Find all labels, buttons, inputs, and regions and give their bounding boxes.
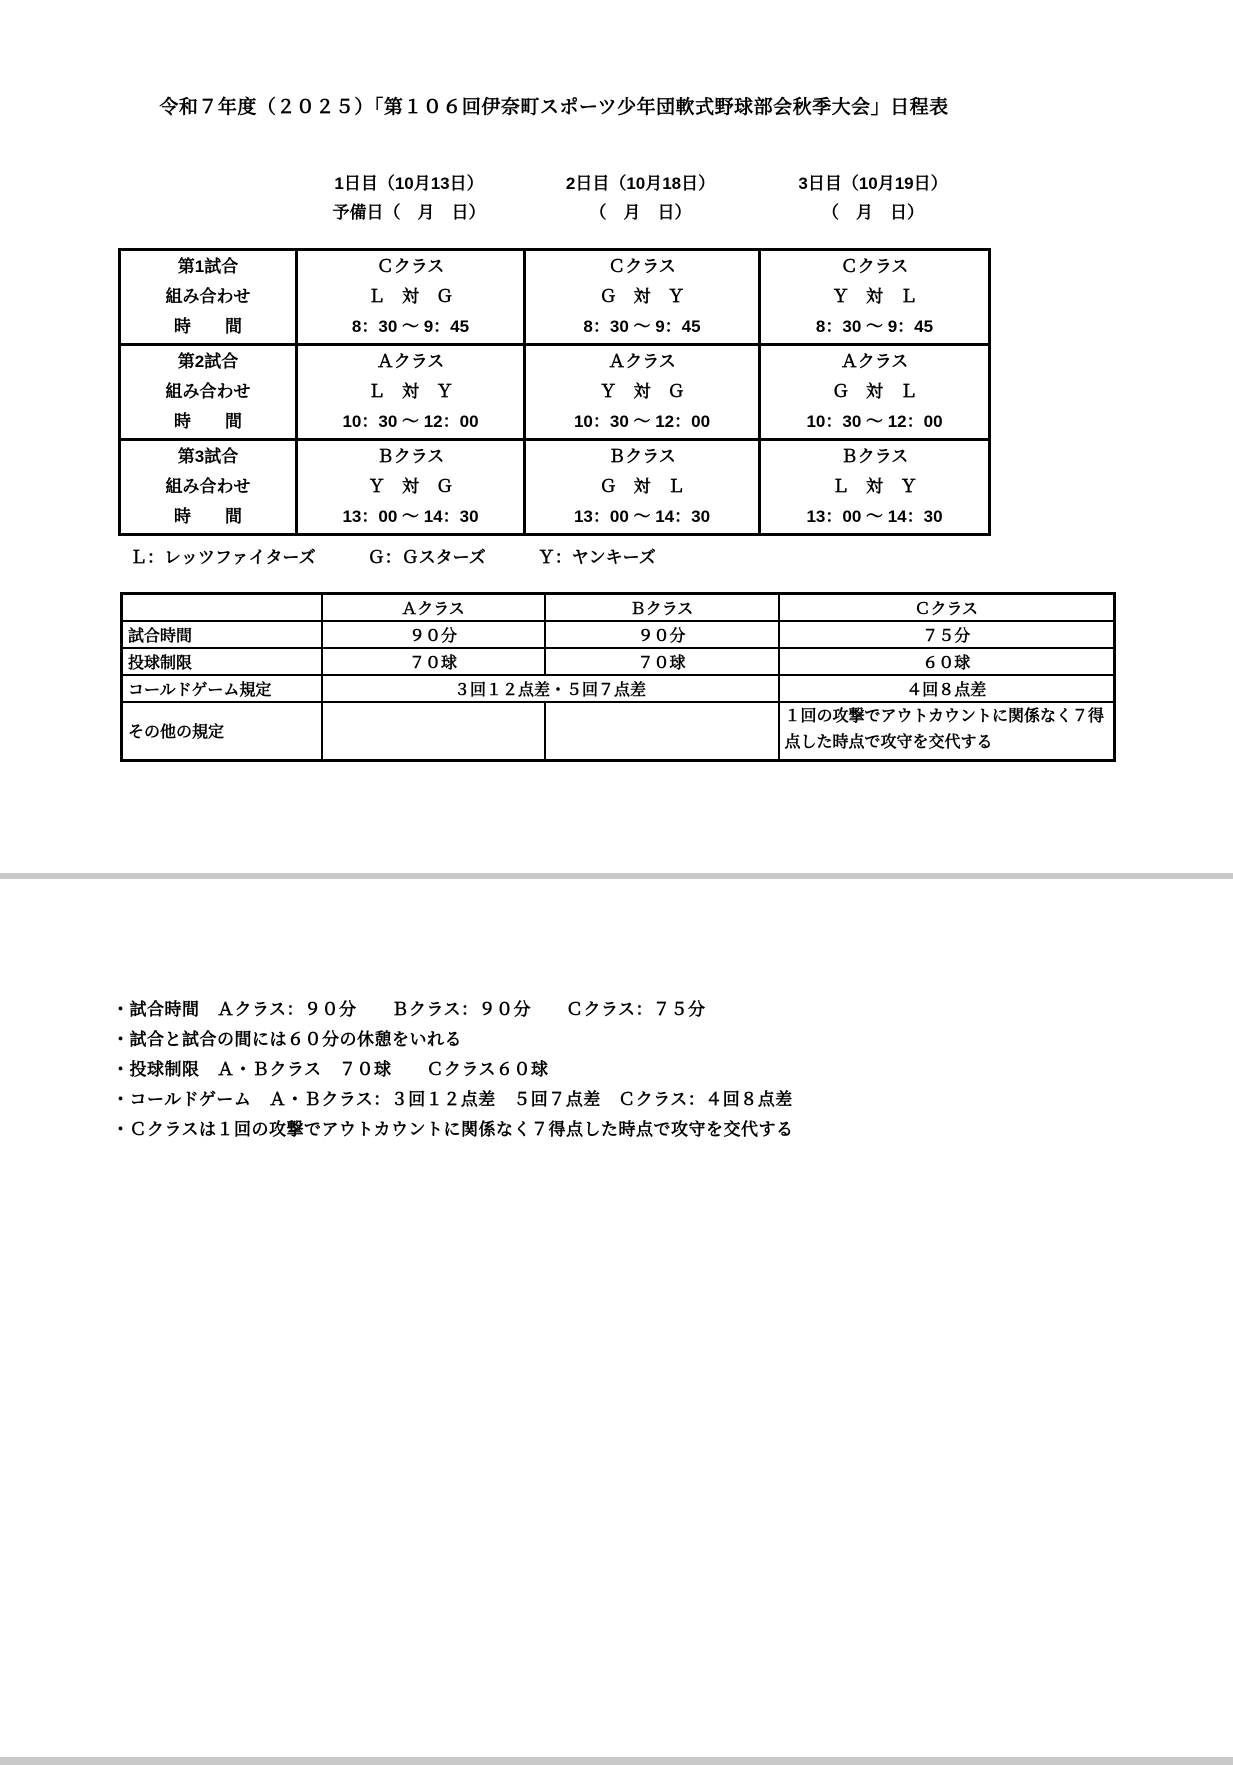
note-break-time: ・試合と試合の間には６０分の休憩をいれる	[112, 1030, 462, 1049]
class-name: Ｃクラス	[376, 257, 445, 276]
pitch-limit-b: ７０球	[545, 648, 779, 675]
called-game-row	[122, 675, 1115, 702]
time-range: 8：30 ～ 9：45	[351, 317, 470, 336]
game-time-label: 試合時間	[122, 621, 322, 648]
rules-header-row	[122, 594, 1115, 622]
game2-day2-cell	[525, 345, 760, 440]
class-name: Ｃクラス	[840, 257, 909, 276]
matchup: Ｙ 対 Ｇ	[368, 477, 453, 496]
matchup: Ｌ 対 Ｙ	[832, 477, 917, 496]
day-header-3	[758, 169, 988, 227]
day3-date: 3日目（10月19日）	[798, 174, 948, 193]
game2-day3-cell	[760, 345, 990, 440]
class-name: Ｂクラス	[376, 447, 445, 466]
time-range: 13：00 ～ 14：30	[342, 507, 479, 526]
game1-day1-cell	[297, 250, 525, 345]
game1-day3-cell	[760, 250, 990, 345]
matchup: Ｌ 対 Ｙ	[368, 382, 453, 401]
day-header-spacer	[118, 169, 295, 227]
legend-team-l: Ｌ：レッツファイターズ	[130, 548, 316, 567]
matchup: Ｙ 対 Ｌ	[832, 287, 917, 306]
class-name: Ａクラス	[840, 352, 909, 371]
game3-row-label: 第3試合 組み合わせ 時 間	[120, 440, 297, 535]
other-rules-label: その他の規定	[122, 702, 322, 760]
team-legend	[130, 543, 656, 568]
game-time-a: ９０分	[322, 621, 545, 648]
page-separator	[0, 873, 1233, 879]
game3-row	[120, 440, 990, 535]
game3-day1-cell	[297, 440, 525, 535]
rules-header-class-b: Ｂクラス	[545, 594, 779, 622]
game-time-c: ７５分	[779, 621, 1115, 648]
legend-team-y: Ｙ：ヤンキーズ	[537, 548, 656, 567]
time-range: 13：00 ～ 14：30	[806, 507, 943, 526]
pitch-limit-c: ６０球	[779, 648, 1115, 675]
game2-day1-cell	[297, 345, 525, 440]
page-separator	[0, 1757, 1233, 1765]
matchup: Ｇ 対 Ｙ	[599, 287, 685, 306]
game2-row-label: 第2試合 組み合わせ 時 間	[120, 345, 297, 440]
class-name: Ａクラス	[608, 352, 676, 371]
matchup: Ｇ 対 Ｌ	[599, 477, 685, 496]
day-header-2	[523, 169, 758, 227]
game-time-b: ９０分	[545, 621, 779, 648]
day2-date: 2日目（10月18日）	[565, 174, 716, 193]
matchup: Ｙ 対 Ｇ	[599, 382, 685, 401]
game1-day2-cell	[525, 250, 760, 345]
day2-reserve-date: （ 月 日）	[589, 203, 692, 222]
class-name: Ｂクラス	[608, 447, 676, 466]
pitch-limit-label: 投球制限	[122, 648, 322, 675]
document-title: 令和７年度（２０２５）「第１０６回伊奈町スポーツ少年団軟式野球部会秋季大会」日程表	[159, 97, 949, 118]
other-rules-row	[122, 702, 1115, 760]
class-name: Ｃクラス	[608, 257, 676, 276]
game-time-row	[122, 621, 1115, 648]
time-range: 10：30 ～ 12：00	[342, 412, 479, 431]
matchup: Ｇ 対 Ｌ	[832, 382, 917, 401]
other-rules-c: １回の攻撃でアウトカウントに関係なく７得点した時点で攻守を交代する	[779, 702, 1115, 760]
pitch-limit-row	[122, 648, 1115, 675]
called-game-c: ４回８点差	[779, 675, 1115, 702]
note-called-game: ・コールドゲーム Ａ・Ｂクラス：３回１２点差 ５回７点差 Ｃクラス：４回８点差	[112, 1090, 793, 1109]
rules-header-empty	[122, 594, 322, 622]
called-game-label: コールドゲーム規定	[122, 675, 322, 702]
rules-header-class-c: Ｃクラス	[779, 594, 1115, 622]
schedule-table	[118, 248, 991, 536]
time-range: 13：00 ～ 14：30	[573, 507, 711, 526]
called-game-ab: ３回１２点差・５回７点差	[322, 675, 779, 702]
time-range: 8：30 ～ 9：45	[815, 317, 934, 336]
day1-date: 1日目（10月13日）	[334, 174, 484, 193]
rules-table	[120, 592, 1116, 762]
day-header-1	[295, 169, 523, 227]
notes-list	[112, 995, 793, 1145]
class-name: Ａクラス	[376, 352, 445, 371]
day-headers	[118, 169, 988, 227]
time-range: 10：30 ～ 12：00	[806, 412, 943, 431]
game1-row	[120, 250, 990, 345]
note-game-time: ・試合時間 Ａクラス：９０分 Ｂクラス：９０分 Ｃクラス：７５分	[112, 1000, 706, 1019]
note-c-class-rule: ・Ｃクラスは１回の攻撃でアウトカウントに関係なく７得点した時点で攻守を交代する	[112, 1120, 794, 1139]
other-rules-b	[545, 702, 779, 760]
time-range: 8：30 ～ 9：45	[583, 317, 701, 336]
game3-day3-cell	[760, 440, 990, 535]
legend-team-g: Ｇ：Ｇスターズ	[367, 548, 486, 567]
note-pitch-limit: ・投球制限 Ａ・Ｂクラス ７０球 Ｃクラス６０球	[112, 1060, 549, 1079]
time-range: 10：30 ～ 12：00	[573, 412, 711, 431]
game2-row	[120, 345, 990, 440]
pitch-limit-a: ７０球	[322, 648, 545, 675]
day3-reserve-date: （ 月 日）	[822, 203, 924, 222]
rules-header-class-a: Ａクラス	[322, 594, 545, 622]
day1-reserve-date: 予備日（ 月 日）	[332, 203, 486, 222]
class-name: Ｂクラス	[840, 447, 909, 466]
other-rules-a	[322, 702, 545, 760]
matchup: Ｌ 対 Ｇ	[368, 287, 453, 306]
game1-row-label: 第1試合 組み合わせ 時 間	[120, 250, 297, 345]
game3-day2-cell	[525, 440, 760, 535]
